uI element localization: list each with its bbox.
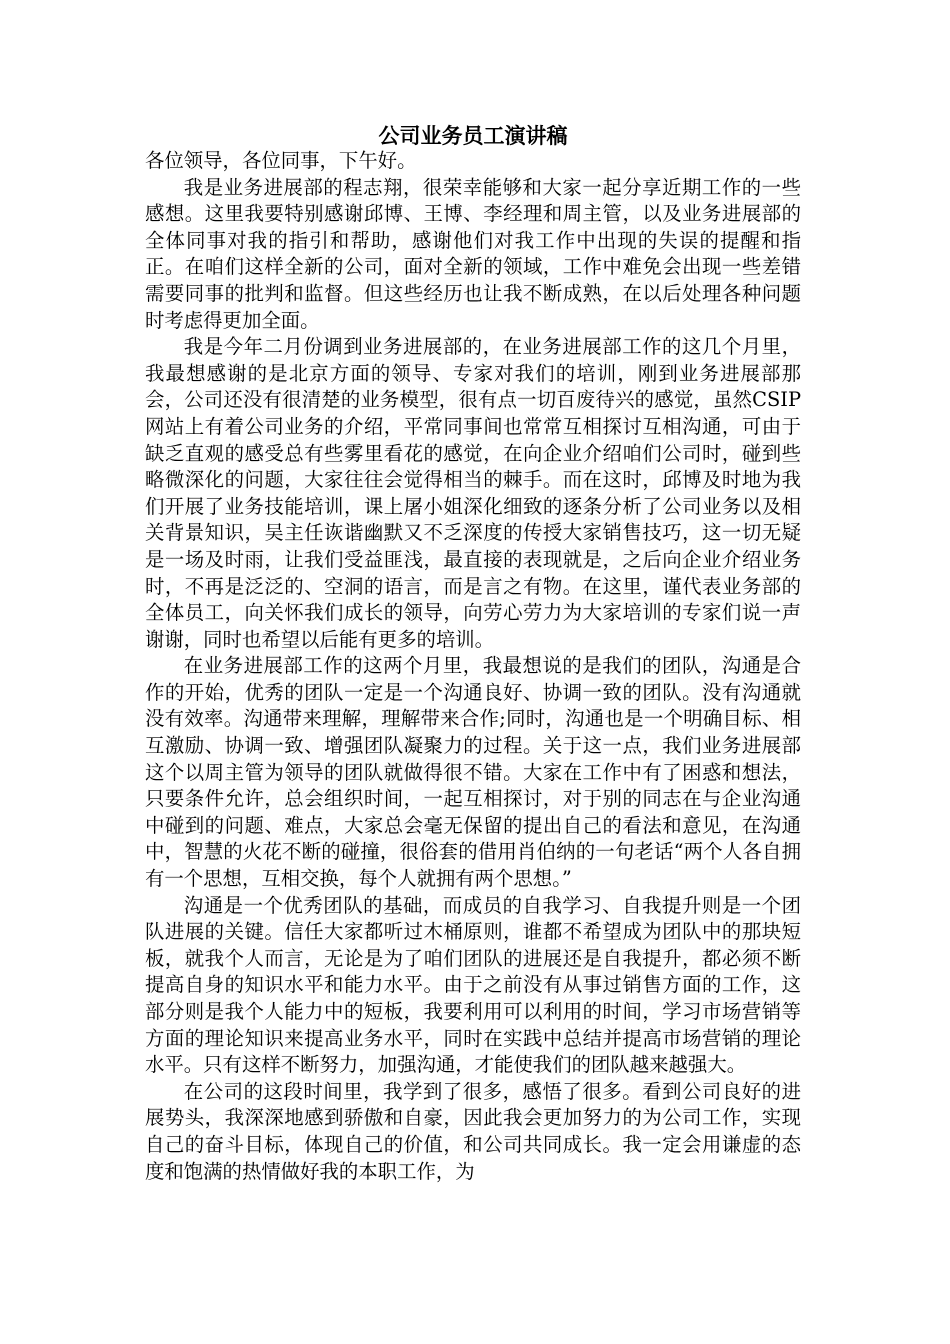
paragraph-self-improvement: 沟通是一个优秀团队的基础，而成员的自我学习、自我提升则是一个团队进展的关键。信任大家都听过木桶原则，谁都不希望成为团队中的那块短板，就我个人而言，无论是为了咱们团队的进展还是自我提升，都必须不断提高自身的知识水平和能力水平。由于之前没有从事过销售方面的工作，这部分则是我个人能力中的短板，我要利用可以利用的时间，学习市场营销等方面的理论知识来提高业务水平，同时在实践中总结并提高市场营销的理论水平。只有这样不断努力，加强沟通，才能使我们的团队越来越强大。: [145, 893, 801, 1077]
document-page: [145, 124, 801, 1185]
document-title: 公司业务员工演讲稿: [378, 123, 568, 148]
greeting-line: 各位领导，各位同事，下午好。: [145, 149, 417, 172]
paragraph-training: 我是今年二月份调到业务进展部的，在业务进展部工作的这几个月里，我最想感谢的是北京方面的领导、专家对我们的培训，刚到业务进展部那会，公司还没有很清楚的业务模型，很有点一切百废待兴的感觉，虽然CSIP网站上有着公司业务的介绍，平常同事间也常常互相探讨互相沟通，可由于缺乏直观的感受总有些雾里看花的感觉，在向企业介绍咱们公司时，碰到些略微深化的问题，大家往往会觉得相当的棘手。而在这时，邱博及时地为我们开展了业务技能培训，课上屠小姐深化细致的逐条分析了公司业务以及相关背景知识，吴主任诙谐幽默又不乏深度的传授大家销售技巧，这一切无疑是一场及时雨，让我们受益匪浅，最直接的表现就是，之后向企业介绍业务时，不再是泛泛的、空洞的语言，而是言之有物。在这里，谨代表业务部的全体员工，向关怀我们成长的领导，向劳心劳力为大家培训的专家们说一声谢谢，同时也希望以后能有更多的培训。: [145, 335, 801, 651]
paragraph-team-communication: 在业务进展部工作的这两个月里，我最想说的是我们的团队，沟通是合作的开始，优秀的团队一定是一个沟通良好、协调一致的团队。没有沟通就没有效率。沟通带来理解，理解带来合作;同时，沟通也是一个明确目标、相互激励、协调一致、增强团队凝聚力的过程。关于这一点，我们业务进展部这个以周主管为领导的团队就做得很不错。大家在工作中有了困惑和想法，只要条件允许，总会组织时间，一起互相探讨，对于别的同志在与企业沟通中碰到的问题、难点，大家总会毫无保留的提出自己的看法和意见，在沟通中，智慧的火花不断的碰撞，很俗套的借用肖伯纳的一句老话“两个人各自拥有一个思想，互相交换，每个人就拥有两个思想。”: [145, 654, 801, 891]
paragraph-closing: 在公司的这段时间里，我学到了很多，感悟了很多。看到公司良好的进展势头，我深深地感到骄傲和自豪，因此我会更加努力的为公司工作，实现自己的奋斗目标，体现自己的价值，和公司共同成长。我一定会用谦虚的态度和饱满的热情做好我的本职工作，为: [145, 1079, 801, 1183]
paragraph-intro: 我是业务进展部的程志翔，很荣幸能够和大家一起分享近期工作的一些感想。这里我要特别感谢邱博、王博、李经理和周主管，以及业务进展部的全体同事对我的指引和帮助，感谢他们对我工作中出现的失误的提醒和指正。在咱们这样全新的公司，面对全新的领域，工作中难免会出现一些差错需要同事的批判和监督。但这些经历也让我不断成熟，在以后处理各种问题时考虑得更加全面。: [145, 175, 801, 332]
